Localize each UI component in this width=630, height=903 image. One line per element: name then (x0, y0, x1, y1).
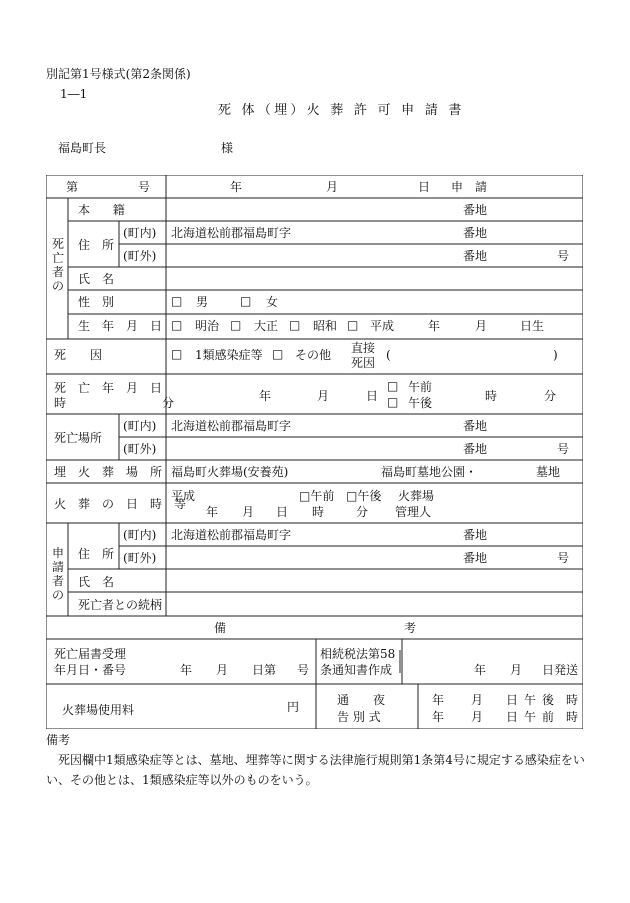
paren-close: ) (553, 348, 558, 362)
birth-year: 年 (428, 319, 441, 333)
label-year: 年 (230, 180, 243, 194)
kokubetsu-hour: 時 (566, 710, 579, 724)
label-tax-line2: 条通知書作成 (320, 663, 393, 677)
honorific: 様 (221, 141, 234, 155)
cremation-am[interactable]: □午前 (299, 489, 335, 503)
checkbox-meiji[interactable]: □ (171, 318, 183, 332)
checkbox-taisho[interactable]: □ (230, 318, 242, 332)
remarks-text: 死因欄中1類感染症等とは、墓地、埋葬等に関する法律施行規則第1条第4号に規定する感染症をいい、その他とは、1類感染症等以外のものをいう。 (46, 753, 585, 787)
birth-day: 日生 (520, 319, 545, 333)
cremation-year: 年 (206, 505, 219, 519)
notice-year: 年 (180, 663, 193, 677)
deceased-go-out: 号 (557, 249, 570, 263)
kokubetsu-month: 月 (471, 710, 484, 724)
checkbox-heisei[interactable]: □ (347, 318, 359, 332)
tax-sent: 日発送 (542, 663, 579, 677)
death-hour: 時 (485, 389, 498, 403)
label-cause-infectious: 1類感染症等 (195, 348, 263, 362)
cremation-minute: 分 (356, 505, 369, 519)
honseki-banchi: 番地 (463, 203, 488, 217)
kokubetsu-day: 日 (506, 710, 519, 724)
label-biko-ko: 考 (404, 621, 417, 635)
label-notice-line1: 死亡届書受理 (54, 647, 127, 661)
label-kokubetsu: 告 別 式 (337, 710, 381, 724)
tsuya-day: 日 (506, 693, 519, 707)
label-heisei: 平成 (370, 319, 395, 333)
applicant-banchi-out: 番地 (463, 551, 488, 565)
label-burial-place: 埋 火 葬 場 所 (54, 465, 163, 479)
checkbox-male[interactable]: □ (171, 294, 183, 308)
cemetery-suffix: 墓地 (536, 465, 561, 479)
checkbox-death-pm[interactable]: □ (387, 395, 399, 409)
label-meiji: 明治 (195, 319, 220, 333)
label-birthdate: 生 年 月 日 (78, 319, 163, 333)
label-death-pm: 午後 (408, 396, 433, 410)
label-direct: 直接 (351, 341, 376, 355)
label-day: 日 (418, 180, 431, 194)
label-showa: 昭和 (313, 319, 338, 333)
label-deceased-chonai: (町内) (123, 226, 157, 240)
notice-day-number: 日第 (252, 663, 277, 677)
label-go: 号 (138, 180, 151, 194)
kokubetsu-zen: 前 (542, 710, 555, 724)
form-reference: 別記第1号様式(第2条関係) (46, 67, 191, 81)
label-apply: 申 請 (451, 180, 488, 194)
cremation-manager: 管理人 (395, 505, 432, 519)
fee-yen: 円 (287, 700, 300, 714)
label-cause-other: その他 (295, 348, 332, 362)
tsuya-month: 月 (471, 693, 484, 707)
tsuya-go2: 後 (542, 693, 555, 707)
deceased-banchi-in: 番地 (463, 226, 488, 240)
label-month: 月 (326, 180, 339, 194)
tax-year: 年 (474, 663, 487, 677)
kokubetsu-go: 午 (524, 710, 537, 724)
death-minute: 分 (544, 389, 557, 403)
label-fee: 火葬場使用料 (62, 703, 135, 717)
birth-month: 月 (475, 319, 488, 333)
label-death-place-chonai: (町内) (123, 419, 157, 433)
applicant-address-prefix: 北海道松前郡福島町字 (171, 528, 292, 542)
label-relation: 死亡者との続柄 (78, 598, 163, 612)
kokubetsu-year: 年 (432, 710, 445, 724)
checkbox-showa[interactable]: □ (289, 318, 301, 332)
tsuya-go: 午 (524, 693, 537, 707)
notice-month: 月 (216, 663, 229, 677)
label-tax-line1: 相続税法第58 (320, 647, 396, 661)
remarks-heading: 備考 (46, 733, 71, 747)
label-deceased-chogai: (町外) (123, 249, 157, 263)
applicant-go-out: 号 (557, 551, 570, 565)
label-sex: 性 別 (78, 295, 115, 309)
tsuya-hour: 時 (566, 693, 579, 707)
addressee: 福島町長 (58, 141, 107, 155)
death-place-banchi-in: 番地 (463, 419, 488, 433)
form-number: 1―1 (60, 87, 88, 101)
death-month: 月 (317, 389, 330, 403)
label-deceased-name: 氏 名 (78, 272, 115, 286)
deceased-address-prefix: 北海道松前郡福島町字 (171, 226, 292, 240)
label-dai: 第 (66, 180, 79, 194)
notice-go: 号 (297, 663, 310, 677)
death-place-banchi-out: 番地 (463, 442, 488, 456)
deceased-banchi-out: 番地 (463, 249, 488, 263)
checkbox-death-am[interactable]: □ (387, 379, 399, 393)
label-applicant-chogai: (町外) (123, 551, 157, 565)
tsuya-year: 年 (432, 693, 445, 707)
label-honseki: 本 籍 (78, 203, 131, 217)
crematorium-name: 福島町火葬場(安養苑) (171, 465, 289, 479)
cremation-pm[interactable]: □午後 (346, 489, 382, 503)
label-tsuya: 通 夜 (337, 693, 386, 707)
page-title: 死 体（埋）火 葬 許 可 申 請 書 (218, 103, 465, 118)
applicant-banchi-in: 番地 (463, 528, 488, 542)
label-male: 男 (196, 295, 209, 309)
label-female: 女 (266, 295, 279, 309)
cremation-facility: 火葬場 (398, 489, 435, 503)
label-biko-bi: 備 (214, 621, 227, 635)
applicant-group-label: 申請者の (51, 546, 64, 602)
label-death-am: 午前 (408, 380, 433, 394)
deceased-group-label: 死亡者の (51, 237, 64, 293)
label-deceased-address: 住 所 (78, 238, 115, 252)
label-applicant-name: 氏 名 (78, 575, 115, 589)
checkbox-cause-other[interactable]: □ (272, 347, 284, 361)
cremation-hour: 時 (312, 505, 325, 519)
label-death-date: 死 亡 年 月 日 (54, 381, 163, 395)
tax-month: 月 (510, 663, 523, 677)
cemetery-name: 福島町墓地公園・ (381, 465, 478, 479)
label-direct-cause: 死因 (351, 356, 376, 370)
cremation-month: 月 (242, 505, 255, 519)
label-death-place-chogai: (町外) (123, 442, 157, 456)
cremation-day: 日 (276, 505, 289, 519)
label-cause: 死 因 (54, 348, 103, 362)
label-notice-line2: 年月日・番号 (54, 663, 127, 677)
label-cremation-datetime: 火 葬 の 日 時 等 (54, 497, 187, 511)
label-death-place: 死亡場所 (54, 431, 103, 445)
death-day: 日 (366, 389, 379, 403)
label-taisho: 大正 (254, 319, 279, 333)
checkbox-cause-infectious[interactable]: □ (171, 347, 183, 361)
death-year: 年 (259, 389, 272, 403)
cremation-era: 平成 (171, 489, 196, 503)
label-applicant-address: 住 所 (78, 547, 115, 561)
checkbox-female[interactable]: □ (240, 294, 252, 308)
label-applicant-chonai: (町内) (123, 528, 157, 542)
death-place-go-out: 号 (557, 442, 570, 456)
paren-open: ( (386, 348, 391, 362)
death-place-prefix: 北海道松前郡福島町字 (171, 419, 292, 433)
label-death-time: 時 分 (54, 396, 175, 410)
